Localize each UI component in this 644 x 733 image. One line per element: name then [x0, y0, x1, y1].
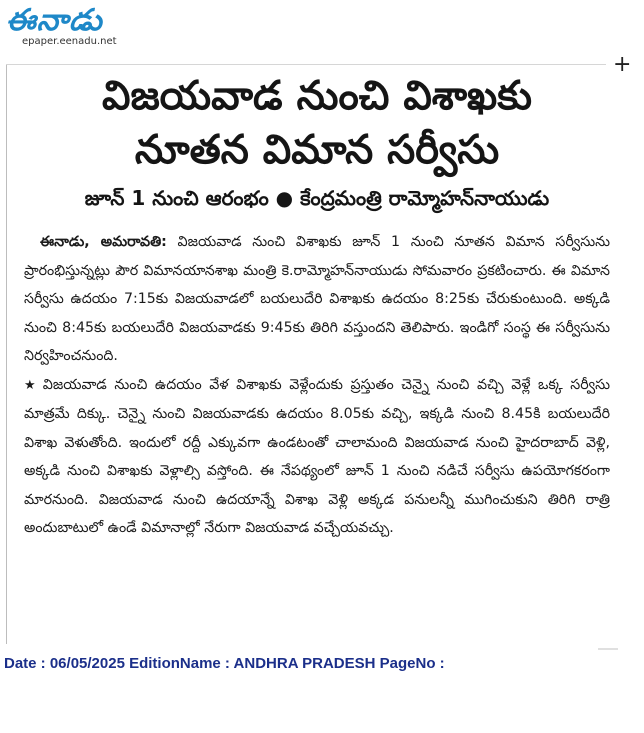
clip-border-left	[6, 64, 7, 644]
article-body	[24, 228, 610, 543]
paragraph-1-text: విజయవాడ నుంచి విశాఖకు జూన్‌ 1 నుంచి నూతన విమాన సర్వీసును ప్రారంభిస్తున్నట్లు పౌర విమానయానశాఖ మంత్రి కె.రామ్మోహన్‌నాయుడు సోమవారం ప్రకటించారు. ఈ విమాన సర్వీసు ఉదయం 7:15కు విజయవాడలో బయలుదేరి విశాఖకు ఉదయం 8:25కు చేరుకుంటుంది. అక్కడి నుంచి 8:45కు బయలుదేరి విజయవాడకు 9:45కు తిరిగి వస్తుందని తెలిపారు. ఇండిగో సంస్థ ఈ సర్వీసును నిర్వహించనుంది.	[24, 234, 610, 364]
plus-icon[interactable]: +	[613, 52, 632, 77]
paragraph-2-text: విజయవాడ నుంచి ఉదయం వేళ విశాఖకు వెళ్లేందుకు ప్రస్తుతం చెన్నై నుంచి వచ్చి వెళ్లే ఒక్క సర్వీసు మాత్రమే దిక్కు. చెన్నై నుంచి విజయవాడకు ఉదయం 8.05కు వచ్చి, ఇక్కడి నుంచి 8.45కి బయలుదేరి విశాఖ వెళుతోంది. ఇందులో రద్దీ ఎక్కువగా ఉండటంతో చాలామంది విజయవాడ నుంచి హైదరాబాద్‌ వెళ్లి, అక్కడి నుంచి విశాఖకు వెళ్లాల్సి వస్తోంది. ఈ నేపథ్యంలో జూన్‌ 1 నుంచి నడిచే సర్వీసు ఉపయోగకరంగా మారనుంది. విజయవాడ నుంచి ఉదయాన్నే విశాఖ వెళ్లి అక్కడ పనులన్నీ ముగించుకుని తిరిగి రాత్రి అందుబాటులో ఉండే విమానాల్లో నేరుగా విజయవాడ వచ్చేయవచ్చు.	[24, 376, 610, 536]
clip-border-top	[6, 64, 606, 65]
dateline: ఈనాడు, అమరావతి:	[40, 234, 167, 250]
edition-footer: Date : 06/05/2025 EditionName : ANDHRA PRADESH PageNo :	[4, 655, 445, 672]
subheadline: జూన్‌ 1 నుంచి ఆరంభం ● కేంద్రమంత్రి రామ్మోహన్‌నాయుడు	[84, 186, 550, 210]
headline-line-1: విజయవాడ నుంచి విశాఖకు	[102, 73, 532, 119]
star-icon: ★	[24, 377, 39, 393]
paragraph-1	[24, 228, 610, 371]
clip-divider	[598, 648, 618, 650]
eenadu-logo: ఈనాడు	[6, 3, 103, 38]
masthead	[6, 4, 146, 54]
site-url: epaper.eenadu.net	[22, 36, 117, 47]
headline-line-2: నూతన విమాన సర్వీసు	[134, 127, 500, 173]
paragraph-2	[24, 371, 610, 543]
